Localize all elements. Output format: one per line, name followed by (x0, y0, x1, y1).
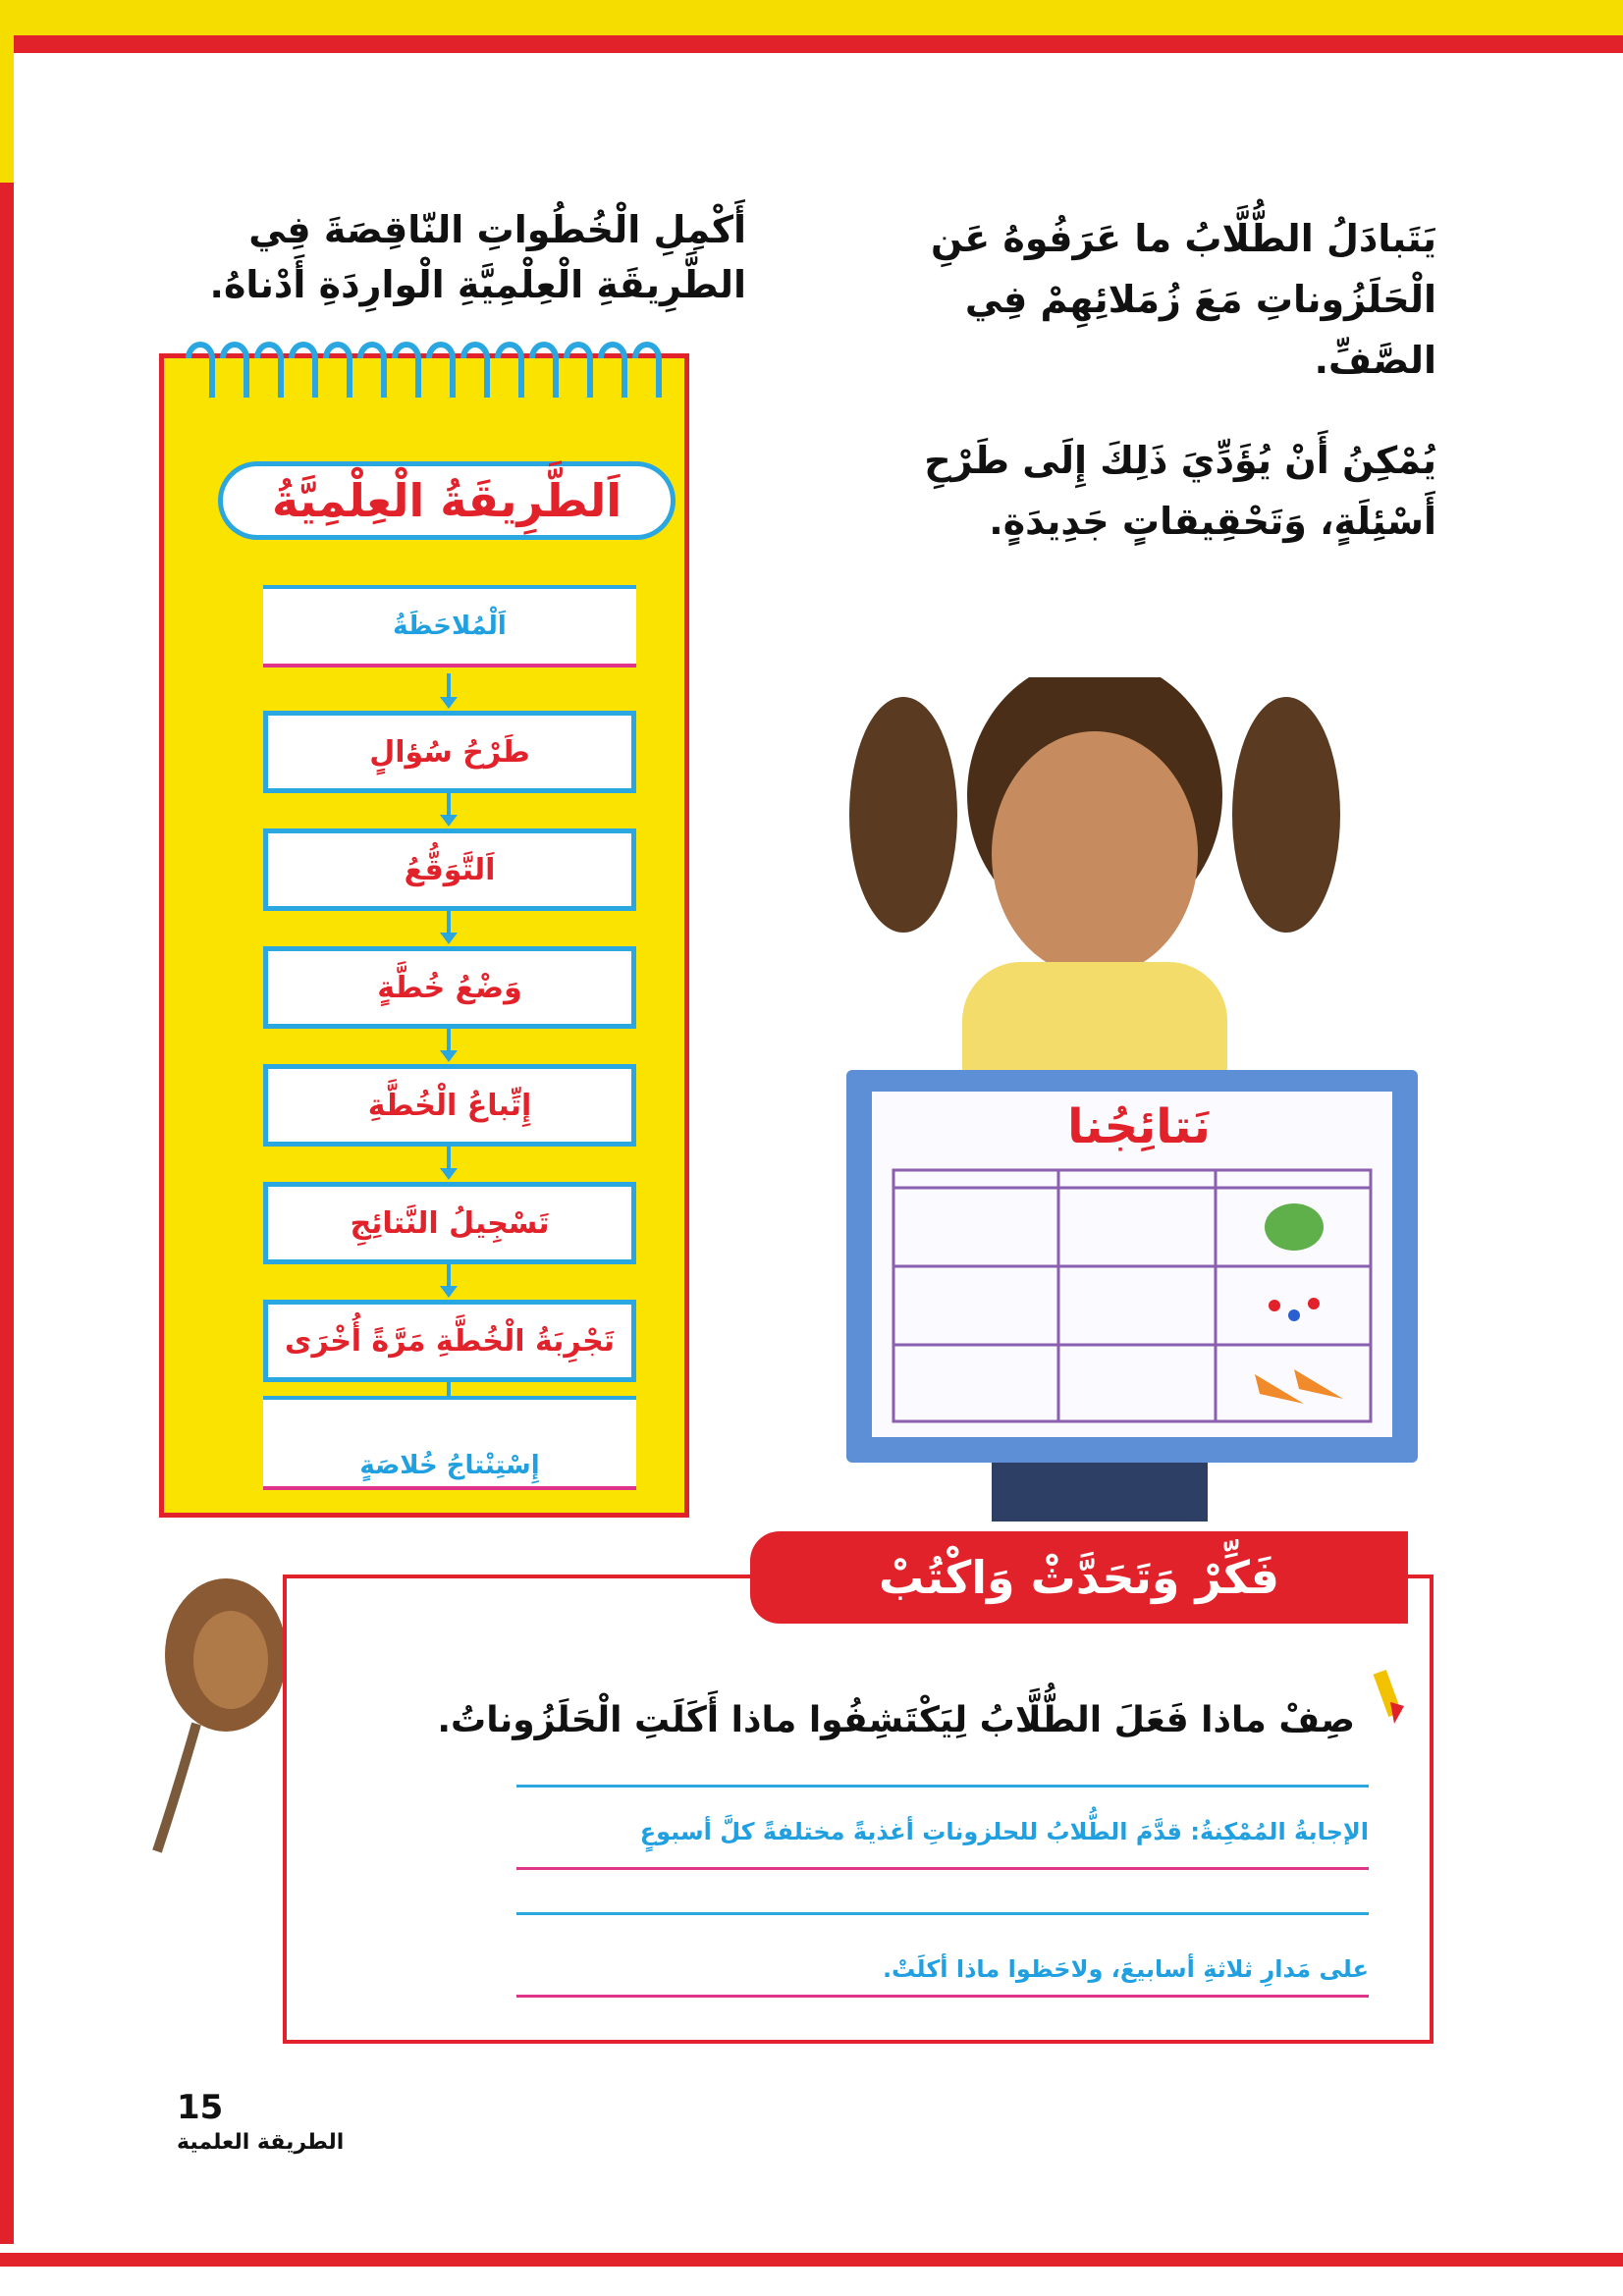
flow-arrowhead (440, 1286, 458, 1298)
step-prediction: اَلتَّوَقُّعُ (263, 828, 636, 911)
poster-table-grid (892, 1168, 1373, 1423)
poster-title: نَتائِجُنا (1067, 1099, 1211, 1154)
flow-arrowhead (440, 815, 458, 827)
answer-guide-line (516, 1912, 1369, 1915)
question-text: صِفْ ماذا فَعَلَ الطُّلَّابُ لِيَكْتَشِفُوا ماذا أَكَلَتِ الْحَلَزُوناتُ. (437, 1700, 1355, 1740)
spiral-binding-icon (179, 299, 670, 407)
step-follow-plan: إِتِّباعُ الْخُطَّةِ (263, 1064, 636, 1147)
step-observation[interactable]: اَلْمُلاحَظَةُ (263, 585, 636, 667)
intro-paragraph-2: يُمْكِنُ أَنْ يُؤَدِّيَ ذَلِكَ إِلَى طَرْحِ أَسْئِلَةٍ، وَتَحْقِيقاتٍ جَدِيدَةٍ. (924, 439, 1436, 543)
step-retry-plan: تَجْرِبَةُ الْخُطَّةِ مَرَّةً أُخْرَى (263, 1300, 636, 1382)
answer-guide-line (516, 1785, 1369, 1788)
step-ask-question: طَرْحُ سُؤالٍ (263, 711, 636, 793)
step-conclusion[interactable]: إِسْتِنْتاجُ خُلاصَةٍ (263, 1396, 636, 1490)
pencil-icon (1369, 1667, 1412, 1735)
top-border-red (0, 35, 1623, 53)
notebook-title: اَلطَّرِيقَةُ الْعِلْمِيَّةُ (218, 461, 676, 540)
flow-arrowhead (440, 1168, 458, 1180)
step-record-results: تَسْجِيلُ النَّتائِجِ (263, 1182, 636, 1264)
answer-base-line (516, 1867, 1369, 1870)
answer-line-1[interactable]: الإجابةُ المُمْكِنةُ: قدَّمَ الطُّلابُ للحلزوناتِ أغذيةً مختلفةً كلَّ أسبوعٍ (639, 1818, 1369, 1845)
step-make-plan: وَضْعُ خُطَّةٍ (263, 946, 636, 1029)
flow-arrowhead (440, 1050, 458, 1062)
bottom-border-red (0, 2253, 1623, 2267)
flow-arrowhead (440, 933, 458, 944)
left-border-red (0, 183, 14, 2244)
left-border-yellow (0, 35, 14, 183)
page-footer-label: الطريقة العلمية (177, 2130, 345, 2155)
answer-line-2[interactable]: على مَدارِ ثلاثةِ أسابيعَ، ولاحَظوا ماذا أكلَتْ. (883, 1955, 1369, 1983)
intro-paragraph-1: يَتَبادَلُ الطُّلَّابُ ما عَرَفُوهُ عَنِ الْحَلَزُوناتِ مَعَ زُمَلائِهِمْ فِي الصَّفِّ. (931, 217, 1436, 382)
top-border-yellow (0, 0, 1623, 35)
answer-base-line (516, 1995, 1369, 1998)
instruction-text: أَكْمِلِ الْخُطُواتِ النّاقِصَةَ فِي الطَّرِيقَةِ الْعِلْمِيَّةِ الْوارِدَةِ أَدْناهُ. (209, 208, 746, 306)
snail-photo (137, 1567, 285, 1861)
page-number: 15 (177, 2088, 224, 2127)
flow-arrowhead (440, 697, 458, 709)
think-banner: فَكِّرْ وَتَحَدَّثْ وَاكْتُبْ (750, 1531, 1408, 1624)
